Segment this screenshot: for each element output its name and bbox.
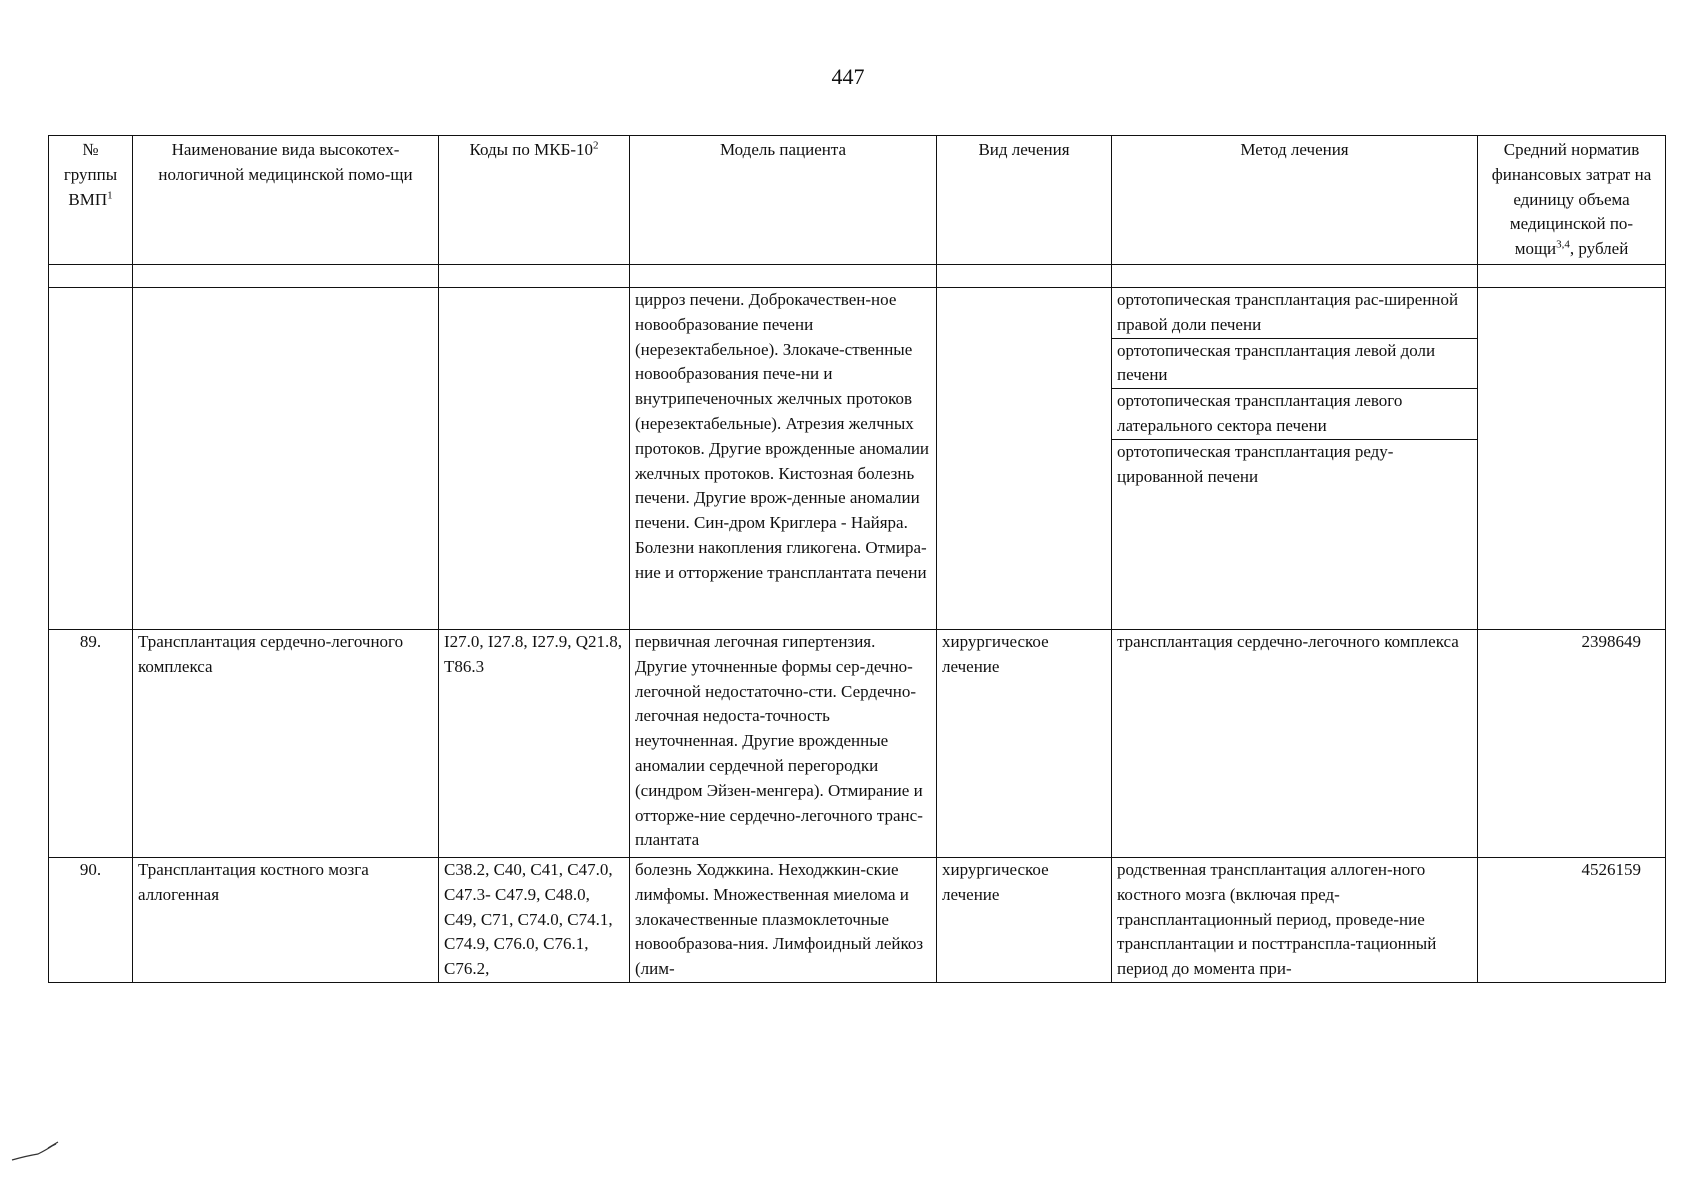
method-item: ортотопическая трансплантация левого латерального сектора печени	[1112, 389, 1477, 440]
cell-type: хирургическое лечение	[937, 857, 1112, 982]
cell-type: хирургическое лечение	[937, 629, 1112, 857]
method-item: родственная трансплантация аллоген-ного костного мозга (включая пред-трансплантационный период, проведе-ние трансплантации и посттранспла-тационный период до момента при-	[1117, 859, 1437, 979]
method-item: ортотопическая трансплантация реду-цированной печени	[1117, 441, 1394, 486]
cell-cost	[1478, 287, 1666, 629]
cell-group: 89.	[49, 629, 133, 857]
header-model: Модель пациента	[630, 136, 937, 265]
cell-group	[49, 287, 133, 629]
header-method: Метод лечения	[1112, 136, 1478, 265]
pen-mark-icon	[8, 1128, 68, 1168]
header-cost: Средний норматив финансовых затрат на единицу объема медицинской по-мощи$^{3,4}$, рублей	[1478, 136, 1666, 265]
cell-method	[1112, 857, 1478, 982]
cell-type	[937, 287, 1112, 629]
page-number: 447	[831, 64, 865, 89]
cell-cost: 2398649	[1478, 629, 1666, 857]
cell-method	[1112, 629, 1478, 857]
cell-name	[133, 287, 439, 629]
header-codes: Коды по МКБ-$10^2$	[439, 136, 630, 265]
header-name: Наименование вида высокотех-нологичной медицинской помо-щи	[133, 136, 439, 265]
table-header-row	[49, 136, 1666, 265]
cell-codes	[439, 287, 630, 629]
cell-cost: 4526159	[1478, 857, 1666, 982]
table-row	[49, 629, 1666, 857]
cell-name: Трансплантация костного мозга аллогенная	[133, 857, 439, 982]
cell-name: Трансплантация сердечно-легочного комплекса	[133, 629, 439, 857]
cell-method	[1112, 287, 1478, 629]
cell-model: первичная легочная гипертензия. Другие уточненные формы сер-дечно- легочной недостаточно-сти. Сердечно-легочная недоста-точность неуточненная. Другие врожденные аномалии сердечной перегородки (синдром Эйзен-менгера). Отмирание и отторже-ние сердечно-легочного транс-плантата	[630, 629, 937, 857]
cell-model: цирроз печени. Доброкачествен-ное новообразование печени (нерезектабельное). Злокаче-ственные новообразования пече-ни и внутрипеченочных желчных протоков (нерезектабельные). Атрезия желчных протоков. Другие врожденные аномалии желчных протоков. Кистозная болезнь печени. Другие врож-денные аномалии печени. Син-дром Криглера - Найяра. Болезни накопления гликогена. Отмира-ние и отторжение трансплантата печени	[630, 287, 937, 629]
vmp-table	[48, 135, 1666, 983]
header-type: Вид лечения	[937, 136, 1112, 265]
header-group: № группы ВМП$^1$	[49, 136, 133, 265]
cell-codes: C38.2, C40, C41, C47.0, C47.3- C47.9, C48.0, C49, C71, C74.0, C74.1, C74.9, C76.0, C76.1, C76.2,	[439, 857, 630, 982]
method-item: ортотопическая трансплантация рас-ширенной правой доли печени	[1112, 288, 1477, 339]
cell-codes: I27.0, I27.8, I27.9, Q21.8, T86.3	[439, 629, 630, 857]
table-row	[49, 287, 1666, 629]
cell-group: 90.	[49, 857, 133, 982]
method-item: трансплантация сердечно-легочного комплекса	[1117, 631, 1459, 651]
table-spacer-row	[49, 264, 1666, 287]
method-item: ортотопическая трансплантация левой доли печени	[1112, 339, 1477, 390]
table-row	[49, 857, 1666, 982]
cell-model: болезнь Ходжкина. Неходжкин-ские лимфомы. Множественная миелома и злокачественные плазмоклеточные новообразова-ния. Лимфоидный лейкоз (лим-	[630, 857, 937, 982]
